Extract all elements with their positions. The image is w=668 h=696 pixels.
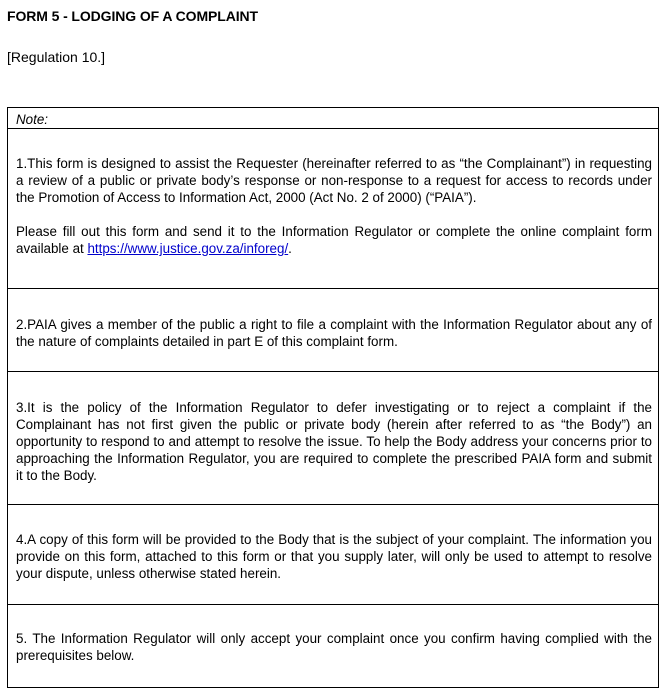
form-title: FORM 5 - LODGING OF A COMPLAINT <box>7 8 258 24</box>
inforeg-link[interactable]: https://www.justice.gov.za/inforeg/ <box>87 241 289 256</box>
note-label: Note: <box>16 112 49 127</box>
note-header-row <box>8 108 658 129</box>
note-section-1-paragraph-2-suffix: . <box>288 241 292 256</box>
note-table <box>7 107 659 688</box>
note-section-2 <box>8 288 658 371</box>
note-section-5-text: 5. The Information Regulator will only accept your complaint once you confirm having complied with the prerequisites below. <box>16 631 652 663</box>
note-section-3 <box>8 371 658 504</box>
note-section-1 <box>8 129 658 295</box>
regulation-reference: [Regulation 10.] <box>7 49 106 65</box>
note-section-5 <box>8 604 658 688</box>
note-section-1-paragraph-2-text: Please fill out this form and send it to the Information Regulator or complete the online complaint form available at <box>16 224 652 256</box>
note-section-1-paragraph-2 <box>16 223 652 257</box>
note-section-4 <box>8 504 658 604</box>
note-section-1-paragraph-1: 1.This form is designed to assist the Requester (hereinafter referred to as “the Complainant”) in requesting a review of a public or private body’s response or non-response to a request for access to records under the Promotion of Access to Information Act, 2000 (Act No. 2 of 2000) (“PAIA”). <box>16 156 652 205</box>
note-section-4-text: 4.A copy of this form will be provided to the Body that is the subject of your complaint. The information you provide on this form, attached to this form or that you supply later, will only be used to attempt to resolve your dispute, unless otherwise stated herein. <box>16 532 652 581</box>
note-section-2-text: 2.PAIA gives a member of the public a right to file a complaint with the Information Regulator about any of the nature of complaints detailed in part E of this complaint form. <box>16 317 652 349</box>
note-section-3-text: 3.It is the policy of the Information Regulator to defer investigating or to reject a complaint if the Complainant has not first given the public or private body (herein after referred to as “the Body”) an opportunity to respond to and attempt to resolve the issue. To help the Body address your concerns prior to approaching the Information Regulator, you are required to complete the prescribed PAIA form and submit it to the Body. <box>16 400 652 483</box>
